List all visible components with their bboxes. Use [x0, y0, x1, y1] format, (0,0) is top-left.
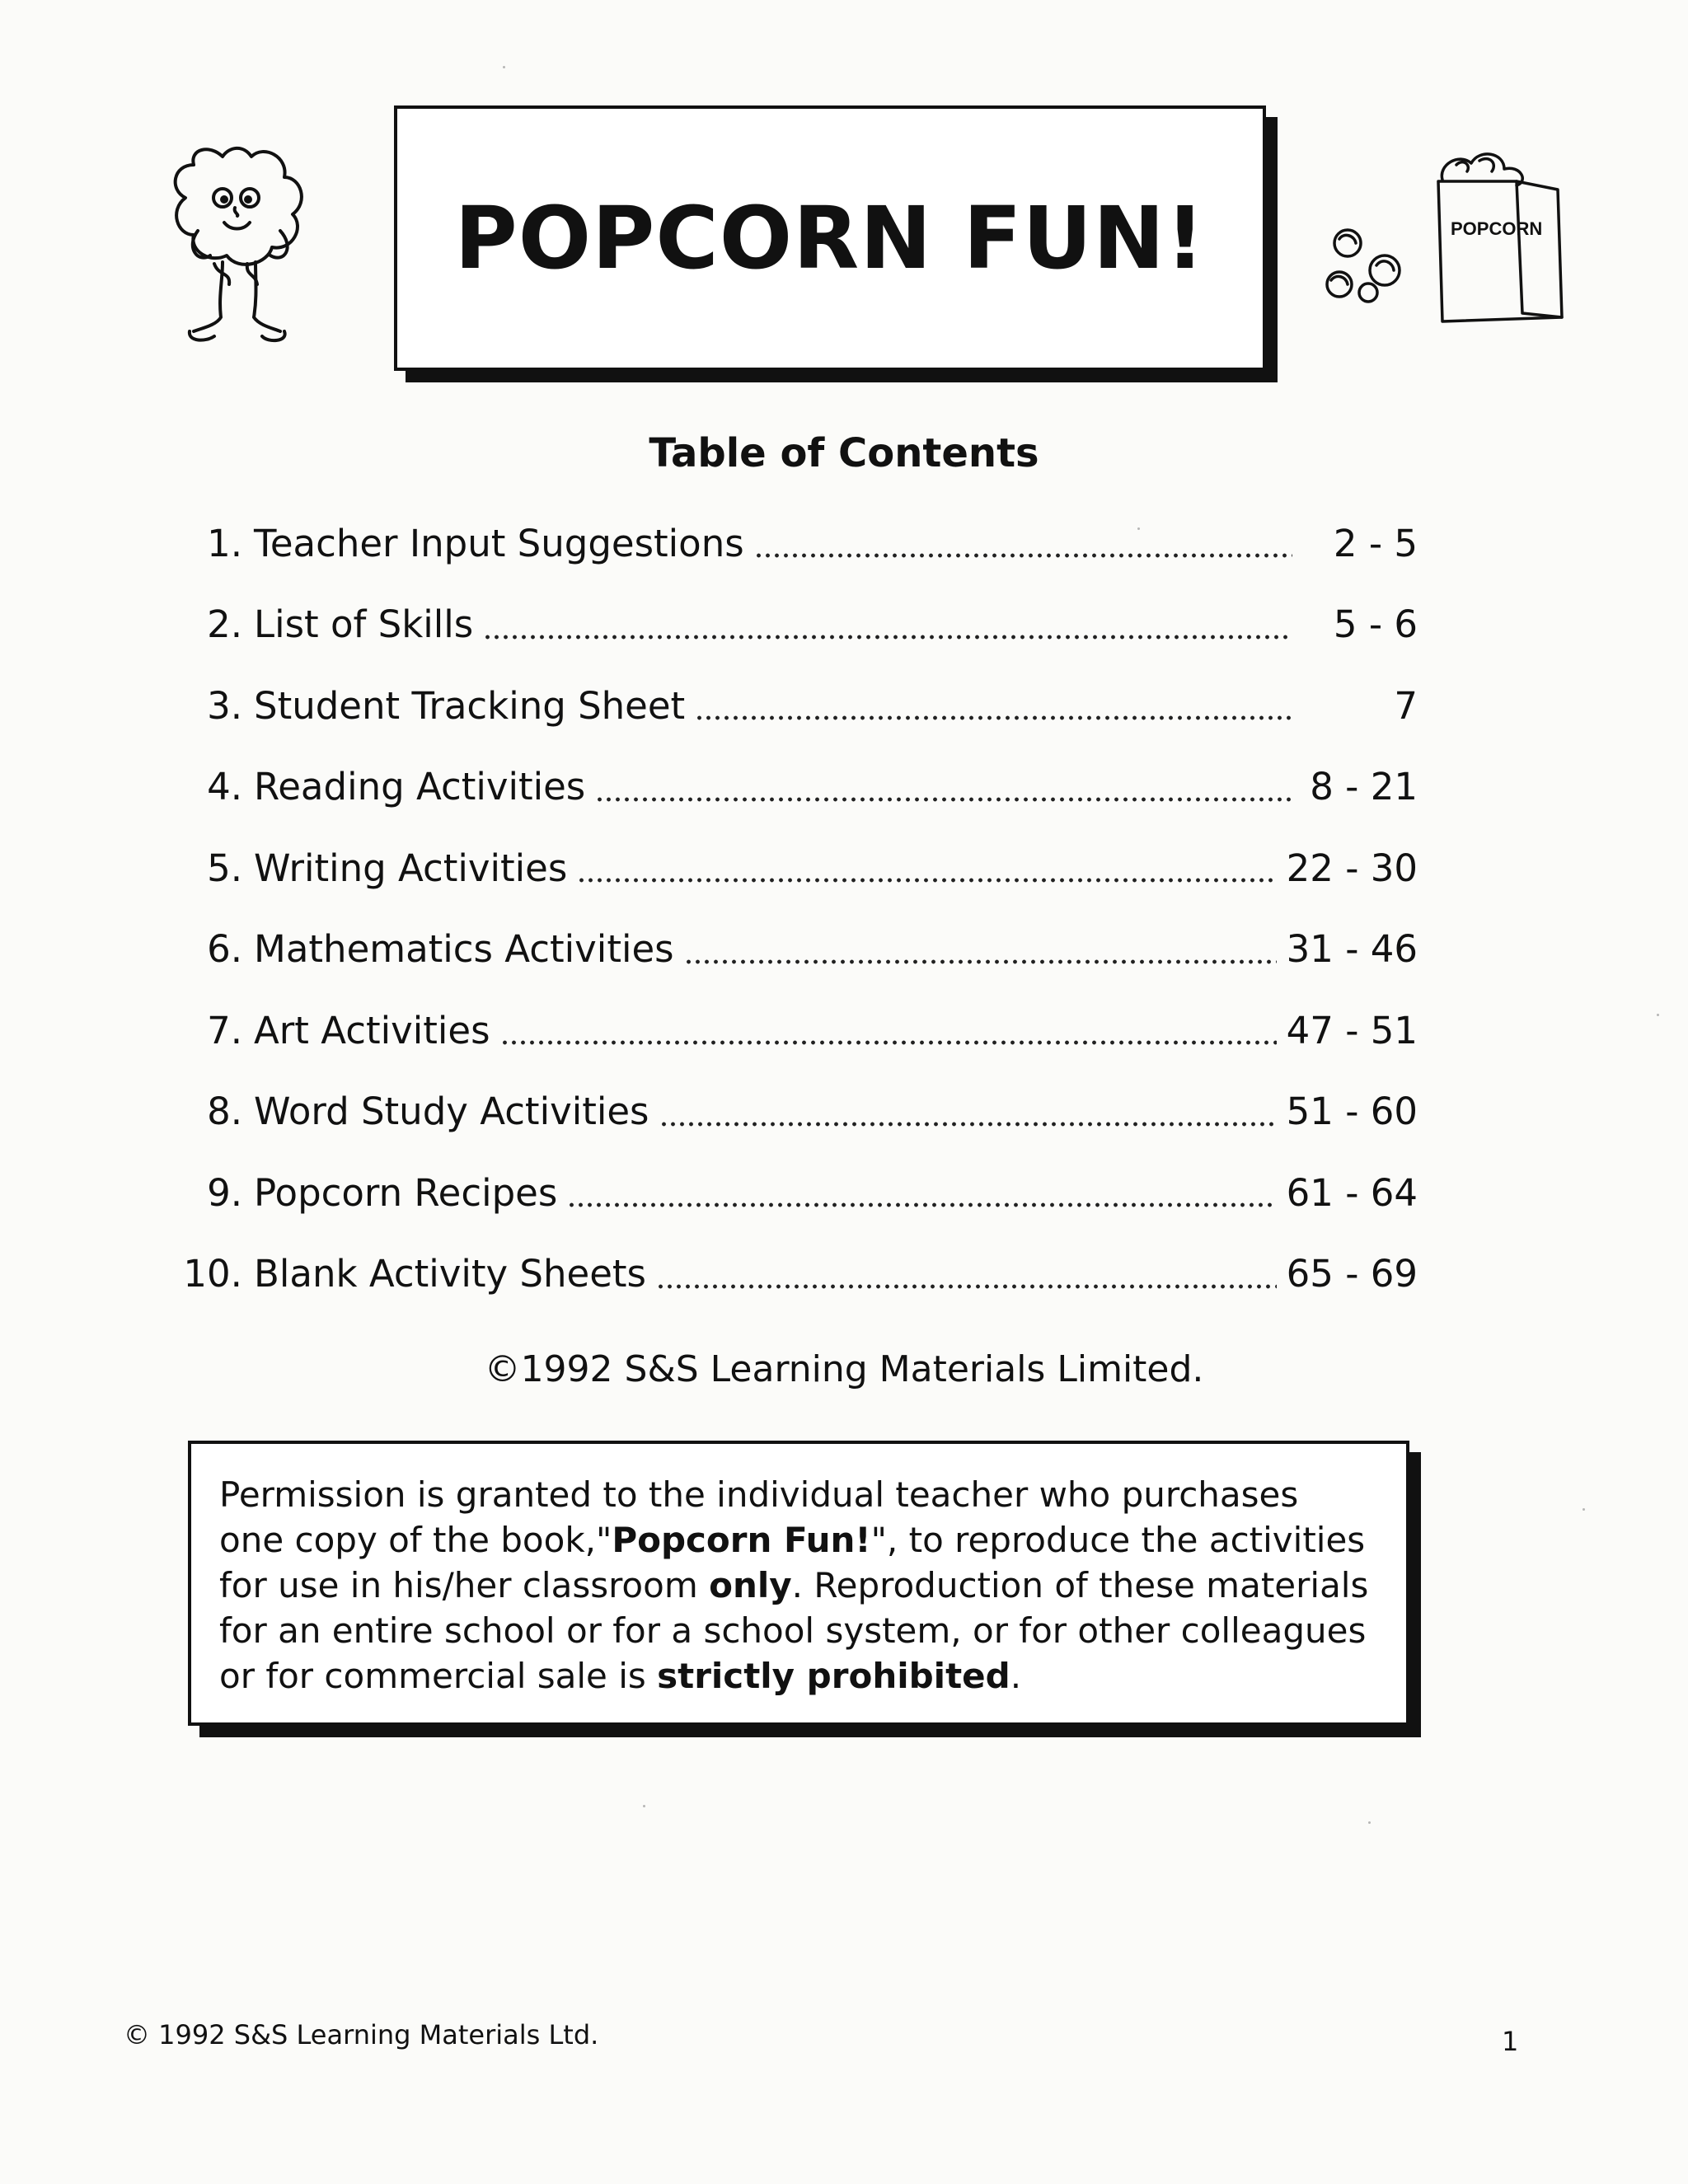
- toc-item-title: Student Tracking Sheet: [254, 683, 686, 728]
- toc-item-number: 5.: [207, 846, 242, 890]
- toc-heading: Table of Contents: [649, 430, 1039, 476]
- popcorn-bag-illustration: [1306, 140, 1578, 338]
- page-number: 1: [1502, 2026, 1519, 2057]
- toc-item-pages: 2 - 5: [1333, 521, 1418, 565]
- toc-item-title: Blank Activity Sheets: [254, 1252, 646, 1296]
- toc-item-title: Reading Activities: [254, 765, 586, 809]
- page-title: POPCORN FUN!: [454, 188, 1206, 288]
- toc-row: [165, 584, 1418, 666]
- prohibited-bold: strictly prohibited: [657, 1656, 1010, 1696]
- toc-item-pages: 8 - 21: [1310, 765, 1418, 809]
- toc-item-number: 4.: [207, 765, 242, 809]
- permission-text: ", to reproduce the activities: [870, 1520, 1366, 1560]
- toc-item-title: Word Study Activities: [254, 1090, 649, 1134]
- scan-speck: [643, 1805, 645, 1807]
- copyright-notice: ©1992 S&S Learning Materials Limited.: [484, 1348, 1204, 1390]
- toc-leader-dots: [595, 771, 1292, 804]
- toc-item-pages: 47 - 51: [1286, 1008, 1418, 1052]
- only-bold: only: [709, 1565, 792, 1605]
- title-box: [394, 105, 1266, 371]
- bag-label: POPCORN: [1451, 218, 1543, 239]
- scan-speck: [1582, 1508, 1585, 1511]
- toc-item-number: 1.: [207, 521, 242, 565]
- permission-text: for an entire school or for a school system, or for other colleagues: [219, 1610, 1367, 1651]
- toc-row: [165, 1152, 1418, 1234]
- toc-leader-dots: [483, 608, 1292, 641]
- toc-item-number: 7.: [207, 1008, 242, 1052]
- toc-row: [165, 909, 1418, 991]
- toc-row: [165, 1234, 1418, 1315]
- toc-leader-dots: [567, 1176, 1276, 1209]
- footer-copyright: © 1992 S&S Learning Materials Ltd.: [124, 2019, 599, 2050]
- toc-item-title: Popcorn Recipes: [254, 1170, 558, 1215]
- toc-item-number: 2.: [207, 602, 242, 647]
- toc-item-pages: 65 - 69: [1286, 1252, 1418, 1296]
- permission-line: [219, 1608, 1381, 1653]
- toc-row: [165, 827, 1418, 909]
- toc-leader-dots: [684, 933, 1277, 966]
- permission-text: Permission is granted to the individual teacher who purchases: [219, 1474, 1299, 1515]
- permission-text: .: [1010, 1656, 1022, 1696]
- toc-list: [165, 503, 1418, 1315]
- toc-row: [165, 503, 1418, 584]
- toc-leader-dots: [695, 689, 1292, 722]
- toc-item-title: Writing Activities: [254, 846, 568, 890]
- permission-text: . Reproduction of these materials: [791, 1565, 1369, 1605]
- scan-speck: [1657, 1014, 1659, 1016]
- permission-text: one copy of the book,": [219, 1520, 612, 1560]
- toc-item-pages: 7: [1394, 683, 1418, 728]
- toc-item-number: 9.: [207, 1170, 242, 1215]
- toc-item-pages: 61 - 64: [1286, 1170, 1418, 1215]
- toc-item-title: List of Skills: [254, 602, 474, 647]
- toc-item-title: Mathematics Activities: [254, 927, 674, 972]
- scan-speck: [1368, 1821, 1371, 1824]
- permission-notice-box: [188, 1441, 1409, 1726]
- toc-leader-dots: [659, 1095, 1277, 1128]
- permission-line: [219, 1653, 1381, 1699]
- toc-item-pages: 5 - 6: [1333, 602, 1418, 647]
- toc-item-number: 10.: [183, 1252, 242, 1296]
- permission-text: for use in his/her classroom: [219, 1565, 710, 1605]
- toc-item-title: Teacher Input Suggestions: [254, 521, 744, 565]
- toc-row: [165, 1071, 1418, 1153]
- scan-speck: [503, 66, 505, 68]
- toc-row: [165, 747, 1418, 828]
- popcorn-mascot-illustration: [165, 140, 313, 356]
- toc-item-pages: 31 - 46: [1286, 927, 1418, 972]
- toc-row: [165, 990, 1418, 1071]
- toc-leader-dots: [754, 527, 1292, 560]
- permission-line: [219, 1563, 1381, 1608]
- permission-line: [219, 1517, 1381, 1563]
- toc-item-number: 8.: [207, 1090, 242, 1134]
- toc-row: [165, 665, 1418, 747]
- toc-item-pages: 22 - 30: [1286, 846, 1418, 890]
- toc-leader-dots: [577, 851, 1276, 884]
- permission-line: [219, 1472, 1381, 1517]
- toc-leader-dots: [500, 1014, 1277, 1047]
- toc-leader-dots: [656, 1258, 1277, 1291]
- toc-item-pages: 51 - 60: [1286, 1090, 1418, 1134]
- book-title-bold: Popcorn Fun!: [612, 1520, 871, 1560]
- toc-item-number: 6.: [207, 927, 242, 972]
- toc-item-title: Art Activities: [254, 1008, 490, 1052]
- toc-item-number: 3.: [207, 683, 242, 728]
- permission-text: or for commercial sale is: [219, 1656, 658, 1696]
